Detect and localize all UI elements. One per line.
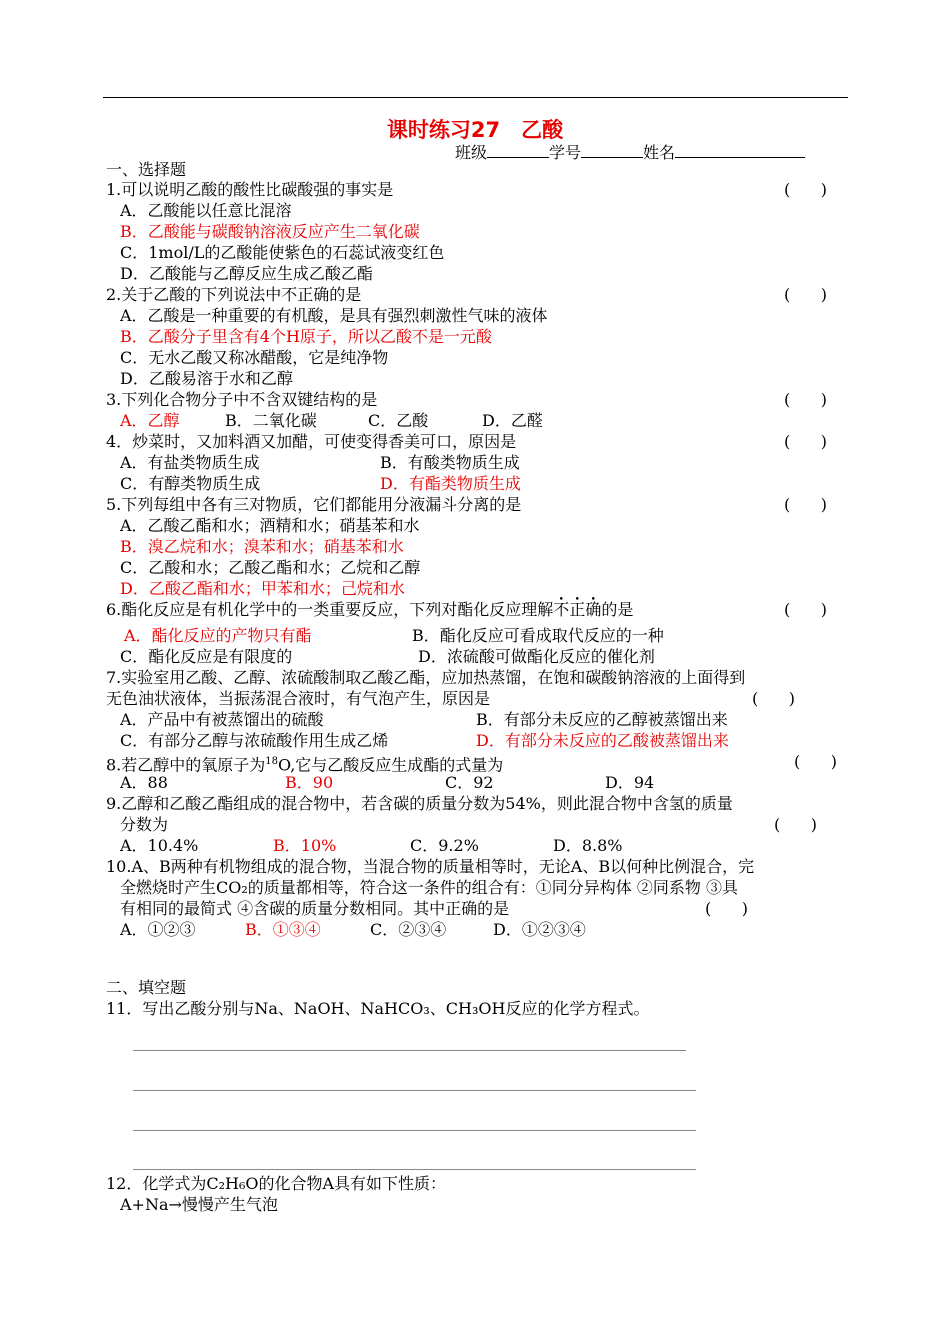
q10-option-d: D．①②③④ — [493, 920, 586, 939]
section-choice: 一、选择题 — [106, 160, 187, 179]
q2-stem: 2.关于乙酸的下列说法中不正确的是 — [106, 285, 362, 304]
q9-bracket[interactable]: ( ) — [774, 815, 817, 834]
q1-stem: 1.可以说明乙酸的酸性比碳酸强的事实是 — [106, 180, 394, 199]
q7-bracket[interactable]: ( ) — [752, 689, 795, 708]
q7-option-d: D．有部分未反应的乙酸被蒸馏出来 — [476, 731, 729, 750]
q1-option-c: C．1mol/L的乙酸能使紫色的石蕊试液变红色 — [120, 243, 445, 262]
number-label: 学号 — [549, 143, 582, 162]
q12-stem: 12．化学式为C₂H₆O的化合物A具有如下性质： — [106, 1174, 447, 1193]
q6-option-b: B．酯化反应可看成取代反应的一种 — [412, 626, 664, 645]
q9-stem-2: 分数为 — [120, 815, 169, 834]
q5-bracket[interactable]: ( ) — [784, 495, 827, 514]
header-rule — [103, 97, 848, 98]
q9-option-c: C．9.2% — [410, 836, 479, 855]
q12-property-1: A+Na→慢慢产生气泡 — [120, 1195, 278, 1214]
q10-stem-3: 有相同的最简式 ④含碳的质量分数相同。其中正确的是 — [120, 899, 510, 918]
section-fill: 二、填空题 — [106, 978, 187, 997]
q7-option-b: B．有部分未反应的乙醇被蒸馏出来 — [476, 710, 728, 729]
q3-option-c: C．乙酸 — [368, 411, 429, 430]
q11-answer-line-3[interactable] — [133, 1130, 696, 1131]
q4-bracket[interactable]: ( ) — [784, 432, 827, 451]
q9-option-b: B．10% — [273, 836, 337, 855]
q6-stem-text: 6.酯化反应是有机化学中的一类重要反应，下列对酯化反应理解 — [106, 600, 554, 619]
q3-option-a: A．乙醇 — [120, 411, 180, 430]
q5-option-d: D．乙酸乙酯和水；甲苯和水；己烷和水 — [120, 579, 405, 598]
q6-bracket[interactable]: ( ) — [784, 600, 827, 619]
q1-bracket[interactable]: ( ) — [784, 180, 827, 199]
q6-option-c: C．酯化反应是有限度的 — [120, 647, 293, 666]
q8-isotope-mass: 18 — [265, 756, 279, 767]
q7-option-c: C．有部分乙醇与浓硫酸作用生成乙烯 — [120, 731, 389, 750]
q3-bracket[interactable]: ( ) — [784, 390, 827, 409]
q8-option-a: A．88 — [120, 773, 168, 792]
q11-answer-line-1[interactable] — [133, 1050, 686, 1051]
q7-option-a: A．产品中有被蒸馏出的硫酸 — [120, 710, 324, 729]
q6-emphasis-1: 不 — [553, 600, 570, 619]
q7-stem-2: 无色油状液体，当振荡混合液时，有气泡产生，原因是 — [106, 689, 491, 708]
name-blank[interactable] — [675, 143, 805, 158]
q11-stem: 11．写出乙酸分别与Na、NaOH、NaHCO₃、CH₃OH反应的化学方程式。 — [106, 999, 650, 1018]
q8-stem — [106, 752, 503, 775]
q9-stem-1: 9.乙醇和乙酸乙酯组成的混合物中，若含碳的质量分数为54%，则此混合物中含氢的质量 — [106, 794, 733, 813]
number-blank[interactable] — [581, 143, 643, 158]
q4-option-b: B．有酸类物质生成 — [380, 453, 520, 472]
q5-option-a: A．乙酸乙酯和水；酒精和水；硝基苯和水 — [120, 516, 420, 535]
q2-option-b: B．乙酸分子里含有4个H原子，所以乙酸不是一元酸 — [120, 327, 492, 346]
q8-stem-text: 8.若乙醇中的氧原子为 — [106, 755, 266, 775]
q11-answer-line-4[interactable] — [133, 1169, 696, 1170]
q6-stem-end: 的是 — [601, 600, 634, 619]
q2-bracket[interactable]: ( ) — [784, 285, 827, 304]
name-label: 姓名 — [643, 143, 676, 162]
q8-stem-end: O,它与乙酸反应生成酯的式量为 — [278, 755, 504, 775]
q10-option-b: B．①③④ — [245, 920, 321, 939]
q4-option-c: C．有醇类物质生成 — [120, 474, 261, 493]
q9-option-d: D．8.8% — [553, 836, 623, 855]
q3-stem: 3.下列化合物分子中不含双键结构的是 — [106, 390, 378, 409]
q4-option-d: D．有酯类物质生成 — [380, 474, 521, 493]
q6-emphasis-2: 正 — [569, 600, 586, 619]
q8-option-c: C．92 — [445, 773, 494, 792]
student-info — [455, 140, 805, 163]
q6-option-d: D．浓硫酸可做酯化反应的催化剂 — [418, 647, 655, 666]
q10-option-a: A．①②③ — [120, 920, 196, 939]
q2-option-c: C．无水乙酸又称冰醋酸，它是纯净物 — [120, 348, 389, 367]
q8-option-b: B．90 — [285, 773, 334, 792]
q9-option-a: A．10.4% — [120, 836, 199, 855]
q3-option-d: D．乙醛 — [482, 411, 543, 430]
q5-option-c: C．乙酸和水；乙酸乙酯和水；乙烷和乙醇 — [120, 558, 421, 577]
q2-option-d: D．乙酸易溶于水和乙醇 — [120, 369, 293, 388]
q1-option-b: B．乙酸能与碳酸钠溶液反应产生二氧化碳 — [120, 222, 420, 241]
q3-option-b: B．二氧化碳 — [225, 411, 317, 430]
q2-option-a: A．乙酸是一种重要的有机酸，是具有强烈刺激性气味的液体 — [120, 306, 548, 325]
q8-option-d: D．94 — [605, 773, 655, 792]
q10-bracket[interactable]: ( ) — [705, 899, 748, 918]
q5-stem: 5.下列每组中各有三对物质，它们都能用分液漏斗分离的是 — [106, 495, 522, 514]
q4-option-a: A．有盐类物质生成 — [120, 453, 260, 472]
q10-option-c: C．②③④ — [370, 920, 447, 939]
q1-option-a: A．乙酸能以任意比混溶 — [120, 201, 292, 220]
q6-option-a: A．酯化反应的产物只有酯 — [124, 626, 312, 645]
q7-stem-1: 7.实验室用乙酸、乙醇、浓硫酸制取乙酸乙酯，应加热蒸馏，在饱和碳酸钠溶液的上面得到 — [106, 668, 746, 687]
q6-emphasis-3: 确 — [585, 600, 602, 619]
q5-option-b: B．溴乙烷和水；溴苯和水；硝基苯和水 — [120, 537, 404, 556]
class-label: 班级 — [455, 143, 488, 162]
q10-stem-2: 全燃烧时产生CO₂的质量都相等，符合这一条件的组合有：①同分异构体 ②同系物 ③具 — [120, 878, 738, 897]
q10-stem-1: 10.A、B两种有机物组成的混合物，当混合物的质量相等时，无论A、B以何种比例混合，完 — [106, 857, 755, 876]
q4-stem: 4．炒菜时，又加料酒又加醋，可使变得香美可口，原因是 — [106, 432, 517, 451]
q8-bracket[interactable]: ( ) — [794, 752, 837, 771]
q1-option-d: D．乙酸能与乙醇反应生成乙酸乙酯 — [120, 264, 373, 283]
class-blank[interactable] — [487, 143, 549, 158]
q11-answer-line-2[interactable] — [133, 1090, 696, 1091]
q6-stem — [106, 600, 633, 620]
page-title: 课时练习27 乙酸 — [386, 118, 564, 142]
